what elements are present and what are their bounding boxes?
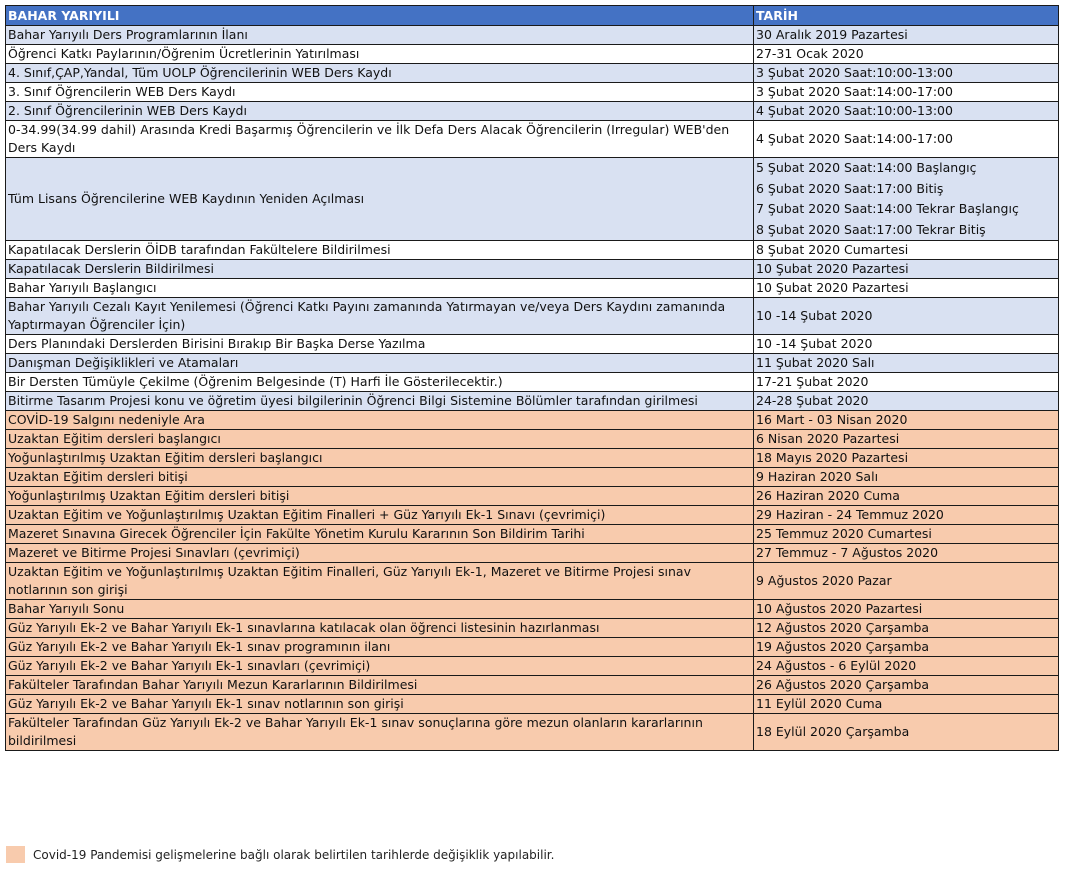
event-cell: Uzaktan Eğitim dersleri bitişi — [6, 468, 754, 487]
table-row — [6, 468, 1059, 487]
table-row — [6, 563, 1059, 600]
date-cell — [754, 411, 1059, 430]
table-row — [6, 449, 1059, 468]
date-text: 26 Haziran 2020 Cuma — [756, 488, 900, 503]
legend-note: Covid-19 Pandemisi gelişmelerine bağlı olarak belirtilen tarihlerde değişiklik yapılabilir. — [33, 847, 555, 862]
date-cell — [754, 600, 1059, 619]
date-cell — [754, 468, 1059, 487]
event-cell: Bir Dersten Tümüyle Çekilme (Öğrenim Belgesinde (T) Harfi İle Gösterilecektir.) — [6, 373, 754, 392]
event-cell: COVİD-19 Salgını nedeniyle Ara — [6, 411, 754, 430]
date-cell — [754, 26, 1059, 45]
legend — [6, 846, 554, 863]
table-header-row — [6, 6, 1059, 26]
date-cell — [754, 158, 1059, 241]
date-cell — [754, 638, 1059, 657]
event-cell: Bitirme Tasarım Projesi konu ve öğretim üyesi bilgilerinin Öğrenci Bilgi Sistemine Bölümler tarafından girilmesi — [6, 392, 754, 411]
date-text: 27-31 Ocak 2020 — [756, 46, 864, 61]
table-row — [6, 638, 1059, 657]
date-cell — [754, 487, 1059, 506]
event-cell: Mazeret Sınavına Girecek Öğrenciler İçin Fakülte Yönetim Kurulu Kararının Son Bildirim Tarihi — [6, 525, 754, 544]
date-text: 16 Mart - 03 Nisan 2020 — [756, 412, 908, 427]
date-cell — [754, 335, 1059, 354]
table-row — [6, 525, 1059, 544]
academic-calendar-sheet — [5, 5, 1058, 751]
date-cell — [754, 121, 1059, 158]
date-text: 25 Temmuz 2020 Cumartesi — [756, 526, 932, 541]
date-cell — [754, 676, 1059, 695]
date-cell — [754, 298, 1059, 335]
table-row — [6, 45, 1059, 64]
table-row — [6, 506, 1059, 525]
calendar-table — [5, 5, 1059, 751]
event-cell: Kapatılacak Derslerin ÖİDB tarafından Fakültelere Bildirilmesi — [6, 241, 754, 260]
date-text: 26 Ağustos 2020 Çarşamba — [756, 677, 930, 692]
table-row — [6, 241, 1059, 260]
table-row — [6, 657, 1059, 676]
date-text: 5 Şubat 2020 Saat:14:00 Başlangıç — [756, 160, 977, 175]
table-row — [6, 354, 1059, 373]
table-row — [6, 260, 1059, 279]
date-cell — [754, 695, 1059, 714]
date-text: 18 Mayıs 2020 Pazartesi — [756, 450, 909, 465]
date-text: 3 Şubat 2020 Saat:14:00-17:00 — [756, 84, 953, 99]
table-row — [6, 411, 1059, 430]
date-cell — [754, 64, 1059, 83]
event-cell: Uzaktan Eğitim dersleri başlangıcı — [6, 430, 754, 449]
event-cell: Bahar Yarıyılı Ders Programlarının İlanı — [6, 26, 754, 45]
table-row — [6, 392, 1059, 411]
date-text: 18 Eylül 2020 Çarşamba — [756, 724, 910, 739]
date-cell — [754, 241, 1059, 260]
event-cell: Fakülteler Tarafından Güz Yarıyılı Ek-2 ve Bahar Yarıyılı Ek-1 sınav sonuçlarına göre mezun olanların kararlarının bildirilmesi — [6, 714, 754, 751]
event-cell: Öğrenci Katkı Paylarının/Öğrenim Ücretlerinin Yatırılması — [6, 45, 754, 64]
date-cell — [754, 506, 1059, 525]
table-row — [6, 64, 1059, 83]
event-cell: Mazeret ve Bitirme Projesi Sınavları (çevrimiçi) — [6, 544, 754, 563]
table-row — [6, 430, 1059, 449]
date-cell — [754, 392, 1059, 411]
date-cell — [754, 563, 1059, 600]
date-column-header: TARİH — [754, 6, 1059, 26]
event-cell: Bahar Yarıyılı Başlangıcı — [6, 279, 754, 298]
event-cell: Fakülteler Tarafından Bahar Yarıyılı Mezun Kararlarının Bildirilmesi — [6, 676, 754, 695]
event-cell: Danışman Değişiklikleri ve Atamaları — [6, 354, 754, 373]
date-text: 11 Eylül 2020 Cuma — [756, 696, 883, 711]
table-row — [6, 544, 1059, 563]
date-cell — [754, 354, 1059, 373]
date-text: 8 Şubat 2020 Cumartesi — [756, 242, 909, 257]
date-text: 8 Şubat 2020 Saat:17:00 Tekrar Bitiş — [756, 221, 986, 237]
table-row — [6, 335, 1059, 354]
date-cell — [754, 714, 1059, 751]
event-cell: Tüm Lisans Öğrencilerine WEB Kaydının Yeniden Açılması — [6, 158, 754, 241]
table-row — [6, 158, 1059, 241]
date-cell — [754, 430, 1059, 449]
event-cell: Bahar Yarıyılı Cezalı Kayıt Yenilemesi (Öğrenci Katkı Payını zamanında Yatırmayan ve/veya Ders Kaydını zamanında Yaptırmayan Öğrenciler İçin) — [6, 298, 754, 335]
table-row — [6, 373, 1059, 392]
event-cell: Güz Yarıyılı Ek-2 ve Bahar Yarıyılı Ek-1 sınav notlarının son girişi — [6, 695, 754, 714]
date-text: 10 Ağustos 2020 Pazartesi — [756, 601, 923, 616]
date-text: 24 Ağustos - 6 Eylül 2020 — [756, 658, 917, 673]
event-cell: 3. Sınıf Öğrencilerin WEB Ders Kaydı — [6, 83, 754, 102]
table-row — [6, 83, 1059, 102]
date-text: 6 Şubat 2020 Saat:17:00 Bitiş — [756, 180, 944, 196]
event-cell: Kapatılacak Derslerin Bildirilmesi — [6, 260, 754, 279]
date-text: 10 -14 Şubat 2020 — [756, 336, 873, 351]
table-row — [6, 619, 1059, 638]
date-text: 19 Ağustos 2020 Çarşamba — [756, 639, 930, 654]
date-text: 4 Şubat 2020 Saat:14:00-17:00 — [756, 131, 953, 146]
table-row — [6, 102, 1059, 121]
event-cell: Güz Yarıyılı Ek-2 ve Bahar Yarıyılı Ek-1 sınav programının ilanı — [6, 638, 754, 657]
date-cell — [754, 544, 1059, 563]
table-row — [6, 26, 1059, 45]
table-row — [6, 121, 1059, 158]
date-text: 29 Haziran - 24 Temmuz 2020 — [756, 507, 944, 522]
date-cell — [754, 619, 1059, 638]
date-cell — [754, 45, 1059, 64]
table-row — [6, 487, 1059, 506]
date-cell — [754, 449, 1059, 468]
date-cell — [754, 525, 1059, 544]
table-row — [6, 600, 1059, 619]
date-text: 27 Temmuz - 7 Ağustos 2020 — [756, 545, 939, 560]
event-cell: Uzaktan Eğitim ve Yoğunlaştırılmış Uzaktan Eğitim Finalleri, Güz Yarıyılı Ek-1, Mazeret ve Bitirme Projesi sınav notlarının son girişi — [6, 563, 754, 600]
date-text: 11 Şubat 2020 Salı — [756, 355, 875, 370]
date-cell — [754, 260, 1059, 279]
table-row — [6, 714, 1059, 751]
date-text: 10 -14 Şubat 2020 — [756, 308, 873, 323]
date-text: 24-28 Şubat 2020 — [756, 393, 869, 408]
date-text: 12 Ağustos 2020 Çarşamba — [756, 620, 930, 635]
date-text: 9 Ağustos 2020 Pazar — [756, 573, 892, 588]
event-cell: Güz Yarıyılı Ek-2 ve Bahar Yarıyılı Ek-1 sınavları (çevrimiçi) — [6, 657, 754, 676]
event-cell: Yoğunlaştırılmış Uzaktan Eğitim dersleri bitişi — [6, 487, 754, 506]
date-cell — [754, 279, 1059, 298]
date-text: 6 Nisan 2020 Pazartesi — [756, 431, 900, 446]
date-cell — [754, 657, 1059, 676]
date-text: 4 Şubat 2020 Saat:10:00-13:00 — [756, 103, 953, 118]
event-cell: 0-34.99(34.99 dahil) Arasında Kredi Başarmış Öğrencilerin ve İlk Defa Ders Alacak Öğrencilerin (Irregular) WEB'den Ders Kaydı — [6, 121, 754, 158]
table-row — [6, 695, 1059, 714]
date-cell — [754, 102, 1059, 121]
legend-orange-swatch — [6, 846, 25, 863]
date-text: 7 Şubat 2020 Saat:14:00 Tekrar Başlangıç — [756, 201, 1019, 216]
event-cell: 4. Sınıf,ÇAP,Yandal, Tüm UOLP Öğrencilerinin WEB Ders Kaydı — [6, 64, 754, 83]
date-text: 3 Şubat 2020 Saat:10:00-13:00 — [756, 65, 953, 80]
date-text: 30 Aralık 2019 Pazartesi — [756, 27, 908, 42]
date-text: 10 Şubat 2020 Pazartesi — [756, 280, 909, 295]
event-cell: 2. Sınıf Öğrencilerinin WEB Ders Kaydı — [6, 102, 754, 121]
table-row — [6, 298, 1059, 335]
date-cell — [754, 373, 1059, 392]
event-cell: Yoğunlaştırılmış Uzaktan Eğitim dersleri başlangıcı — [6, 449, 754, 468]
event-column-header: BAHAR YARIYILI — [6, 6, 754, 26]
event-cell: Güz Yarıyılı Ek-2 ve Bahar Yarıyılı Ek-1 sınavlarına katılacak olan öğrenci listesinin hazırlanması — [6, 619, 754, 638]
event-cell: Ders Planındaki Derslerden Birisini Bırakıp Bir Başka Derse Yazılma — [6, 335, 754, 354]
event-cell: Bahar Yarıyılı Sonu — [6, 600, 754, 619]
table-row — [6, 676, 1059, 695]
date-text: 10 Şubat 2020 Pazartesi — [756, 261, 909, 276]
date-cell — [754, 83, 1059, 102]
date-text: 17-21 Şubat 2020 — [756, 374, 869, 389]
calendar-table-body — [6, 26, 1059, 751]
event-cell: Uzaktan Eğitim ve Yoğunlaştırılmış Uzaktan Eğitim Finalleri + Güz Yarıyılı Ek-1 Sınavı (çevrimiçi) — [6, 506, 754, 525]
date-text: 9 Haziran 2020 Salı — [756, 469, 879, 484]
table-row — [6, 279, 1059, 298]
